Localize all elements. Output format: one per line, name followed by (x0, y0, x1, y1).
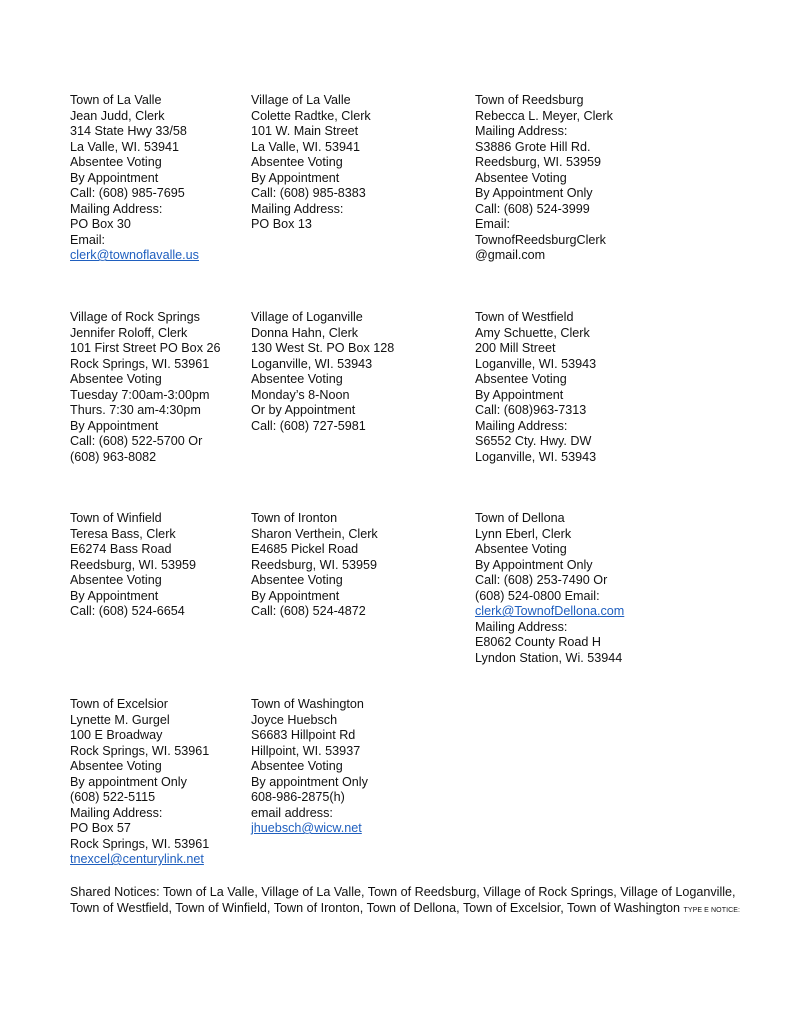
entry-line: E4685 Pickel Road (251, 542, 359, 556)
entry-line: Absentee Voting (251, 372, 343, 386)
entry-line: Call: (608) 727-5981 (251, 418, 366, 433)
entry-line: Absentee Voting (70, 372, 162, 386)
entry-line: Call: (608) 524-4872 (251, 604, 366, 618)
entry-line: 101 W. Main Street (251, 124, 359, 138)
email-link[interactable]: clerk@TownofDellona.com (475, 604, 625, 618)
entry-line: Jennifer Roloff, Clerk (70, 325, 188, 340)
entry-line: Email: (70, 232, 105, 247)
entry-line: Village of Rock Springs (70, 310, 200, 324)
entry-line: Town of Ironton (251, 511, 338, 525)
entry-line: Absentee Voting (475, 170, 567, 185)
entry-line: 200 Mill Street (475, 341, 556, 355)
entry-line: Tuesday 7:00am-3:00pm (70, 387, 210, 402)
entry-line: Thurs. 7:30 am-4:30pm (70, 403, 201, 417)
entry-line: By Appointment (70, 418, 159, 433)
entry-line: Colette Radtke, Clerk (251, 108, 371, 123)
shared-notices-text: Shared Notices: Town of La Valle, Village of La Valle, Town of Reedsburg, Village of Rock Springs, Village of Loganville, Town of Westfield, Town of Winfield, Town of Ironton, Town of Dellona, Town of Excelsior, Town of Washington (70, 885, 736, 915)
entry-line: Call: (608) 524-3999 (475, 201, 590, 216)
entry-line: Village of Loganville (251, 310, 363, 324)
entry-line: Call: (608) 985-7695 (70, 186, 185, 200)
entry-line: Call: (608) 524-6654 (70, 604, 185, 618)
entry-line: Absentee Voting (251, 573, 343, 587)
entry-line: (608) 522-5115 (70, 790, 156, 804)
entry-line: Rock Springs, WI. 53961 (70, 356, 210, 371)
entry-line: Absentee Voting (475, 542, 567, 556)
entry-line: 130 West St. PO Box 128 (251, 341, 395, 355)
entry-line: Loganville, WI. 53943 (475, 449, 597, 464)
clerk-entry-village-of-la-valle (251, 93, 371, 233)
entry-line: Amy Schuette, Clerk (475, 325, 590, 340)
entry-line: Reedsburg, WI. 53959 (475, 155, 602, 169)
entry-line: Sharon Verthein, Clerk (251, 526, 378, 541)
entry-line: Town of Dellona (475, 511, 565, 525)
entry-line: Mailing Address: (475, 124, 568, 138)
email-link[interactable]: jhuebsch@wicw.net (251, 821, 362, 835)
entry-line: Lynn Eberl, Clerk (475, 526, 572, 541)
entry-line: Call: (608)963-7313 (475, 403, 587, 417)
clerk-entry-town-of-washington (251, 697, 368, 837)
entry-line: By Appointment (475, 387, 564, 402)
email-link[interactable]: tnexcel@centurylink.net (70, 852, 204, 866)
clerk-entry-town-of-ironton (251, 511, 378, 620)
entry-line: Hillpoint, WI. 53937 (251, 743, 361, 758)
entry-line: (608) 963-8082 (70, 449, 157, 464)
entry-line: By Appointment (251, 170, 340, 185)
entry-line: (608) 524-0800 Email: (475, 588, 600, 603)
entry-line: E8062 County Road H (475, 635, 602, 649)
entry-line: Absentee Voting (251, 759, 343, 773)
entry-line: Rock Springs, WI. 53961 (70, 836, 210, 851)
entry-line: Call: (608) 522-5700 Or (70, 434, 203, 448)
entry-line: Loganville, WI. 53943 (251, 356, 373, 371)
entry-line: Reedsburg, WI. 53959 (70, 557, 197, 572)
entry-line: Town of Reedsburg (475, 93, 584, 107)
entry-line: Mailing Address: (475, 418, 568, 433)
entry-line: By Appointment (70, 588, 159, 603)
entry-line: Mailing Address: (70, 201, 163, 216)
entry-line: Absentee Voting (251, 155, 343, 169)
entry-line: PO Box 57 (70, 821, 131, 835)
clerk-entry-town-of-reedsburg (475, 93, 613, 264)
entry-line: S3886 Grote Hill Rd. (475, 139, 591, 154)
entry-line: Call: (608) 985-8383 (251, 186, 366, 200)
entry-line: By appointment Only (251, 774, 368, 789)
entry-line: @gmail.com (475, 248, 546, 262)
entry-line: Town of Winfield (70, 511, 162, 525)
entry-line: Teresa Bass, Clerk (70, 526, 176, 541)
entry-line: La Valle, WI. 53941 (70, 139, 179, 154)
type-e-notice-label: TYPE E NOTICE: (683, 907, 741, 914)
entry-line: Absentee Voting (70, 155, 162, 169)
entry-line: Email: (475, 217, 510, 231)
entry-line: Lynette M. Gurgel (70, 712, 170, 727)
entry-line: Village of La Valle (251, 93, 351, 107)
entry-line: 100 E Broadway (70, 728, 163, 742)
entry-line: Monday’s 8-Noon (251, 387, 350, 402)
entry-line: By Appointment (251, 588, 340, 603)
entry-line: Or by Appointment (251, 403, 356, 417)
entry-line: Lyndon Station, Wi. 53944 (475, 650, 623, 665)
entry-line: By Appointment Only (475, 557, 593, 572)
entry-line: Donna Hahn, Clerk (251, 325, 359, 340)
entry-line: Rock Springs, WI. 53961 (70, 743, 210, 758)
entry-line: La Valle, WI. 53941 (251, 139, 360, 154)
entry-line: Mailing Address: (251, 201, 344, 216)
entry-line: 608-986-2875(h) (251, 790, 345, 804)
clerk-entry-town-of-winfield (70, 511, 196, 620)
entry-line: By appointment Only (70, 774, 187, 789)
email-link[interactable]: clerk@townoflavalle.us (70, 248, 199, 262)
entry-line: Loganville, WI. 53943 (475, 356, 597, 371)
shared-notices-paragraph (70, 884, 760, 919)
entry-line: Mailing Address: (475, 619, 568, 634)
entry-line: 314 State Hwy 33/58 (70, 124, 187, 138)
entry-line: Absentee Voting (70, 573, 162, 587)
entry-line: By Appointment Only (475, 186, 593, 200)
entry-line: Rebecca L. Meyer, Clerk (475, 108, 613, 123)
clerk-entry-village-of-rock-springs (70, 310, 221, 465)
entry-line: Joyce Huebsch (251, 712, 338, 727)
clerk-entry-town-of-excelsior (70, 697, 209, 868)
clerk-entry-town-of-westfield (475, 310, 596, 465)
entry-line: Absentee Voting (70, 759, 162, 773)
entry-line: TownofReedsburgClerk (475, 232, 606, 247)
entry-line: S6683 Hillpoint Rd (251, 728, 356, 742)
entry-line: PO Box 13 (251, 217, 312, 231)
entry-line: Absentee Voting (475, 372, 567, 386)
clerk-entry-town-of-dellona (475, 511, 624, 666)
entry-line: E6274 Bass Road (70, 542, 172, 556)
entry-line: 101 First Street PO Box 26 (70, 341, 221, 355)
entry-line: email address: (251, 805, 333, 820)
entry-line: Jean Judd, Clerk (70, 108, 165, 123)
entry-line: Call: (608) 253-7490 Or (475, 573, 608, 587)
entry-line: Reedsburg, WI. 53959 (251, 557, 378, 572)
entry-line: PO Box 30 (70, 217, 131, 231)
entry-line: Town of La Valle (70, 93, 162, 107)
entry-line: S6552 Cty. Hwy. DW (475, 434, 592, 448)
entry-line: Town of Washington (251, 697, 364, 711)
clerk-entry-town-of-la-valle (70, 93, 199, 264)
entry-line: Town of Excelsior (70, 697, 168, 711)
entry-line: By Appointment (70, 170, 159, 185)
entry-line: Town of Westfield (475, 310, 574, 324)
clerk-entry-village-of-loganville (251, 310, 394, 434)
entry-line: Mailing Address: (70, 805, 163, 820)
